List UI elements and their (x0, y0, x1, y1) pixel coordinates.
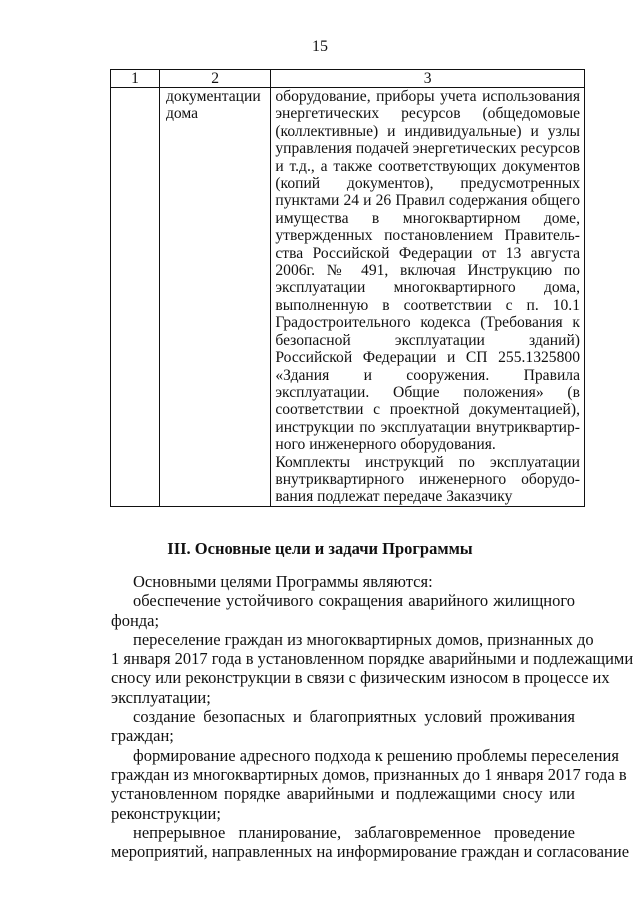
cell-line: вания подлежат передаче Заказчику (275, 488, 513, 506)
table-row (111, 88, 585, 507)
cell-line: ства Российской Федерации от 13 августа (275, 244, 580, 262)
page-number: 15 (312, 38, 328, 55)
cell-line: Градостроительного кодекса (Требования к (275, 314, 580, 332)
document-table (110, 69, 585, 507)
paragraph-line: создание безопасных и благоприятных условий проживания (133, 707, 575, 727)
cell-line: и т.д., а также соответствующих документов (275, 157, 580, 175)
paragraph-line: установленном порядке аварийными и подлежащими сносу или (111, 784, 575, 804)
cell-line: внутриквартирного инженерного оборудо- (275, 470, 580, 488)
cell-line: (коллективные) и индивидуальные) и узлы (275, 122, 580, 140)
cell-line: безопасной эксплуатации зданий) (275, 331, 580, 349)
paragraph-line: сносу или реконструкции в связи с физическим износом в процессе их (111, 668, 610, 688)
cell-line: Комплекты инструкций по эксплуатации (275, 453, 580, 471)
cell-line: пунктами 24 и 26 Правил содержания общего (275, 192, 580, 210)
table-header-cell: 1 (111, 70, 160, 88)
cell-line: документации (165, 88, 261, 105)
paragraph-line: переселение граждан из многоквартирных домов, признанных до (133, 629, 594, 649)
paragraph-line: фонда; (111, 610, 160, 630)
paragraph-line: мероприятий, направленных на информирование граждан и согласование (111, 842, 630, 862)
cell-line: «Здания и сооружения. Правила (275, 366, 580, 384)
paragraph-line: 1 января 2017 года в установленном порядке аварийными и подлежащими (111, 649, 634, 669)
table-header-cell: 3 (271, 70, 585, 88)
paragraph-line: граждан из многоквартирных домов, признанных до 1 января 2017 года в (111, 764, 627, 784)
cell-line: соответствии с проектной документацией), (275, 401, 580, 419)
cell-line: эксплуатации. Общие положения» (в (275, 383, 580, 401)
table-cell-document-type (159, 88, 270, 507)
paragraph-line: эксплуатации; (111, 687, 211, 707)
cell-line: ного инженерного оборудования. (275, 436, 496, 454)
table-cell-empty (111, 88, 160, 507)
table-header-cell: 2 (159, 70, 270, 88)
paragraph-line: граждан; (111, 726, 174, 746)
paragraph-line: формирование адресного подхода к решению проблемы переселения (133, 745, 619, 765)
paragraph-line: Основными целями Программы являются: (133, 572, 433, 591)
cell-line: утвержденных постановлением Правитель- (275, 227, 580, 245)
paragraph-line: реконструкции; (111, 803, 221, 823)
cell-line: управления подачей энергетических ресурсов (275, 140, 580, 158)
cell-line: эксплуатации многоквартирного дома, (275, 279, 580, 297)
cell-line: имущества в многоквартирном доме, (275, 209, 580, 227)
section-heading: III. Основные цели и задачи Программы (167, 539, 473, 558)
cell-line: инструкции по эксплуатации внутриквартир- (275, 418, 580, 436)
cell-line: энергетических ресурсов (общедомовые (275, 105, 580, 123)
cell-line: оборудование, приборы учета использования (275, 88, 580, 105)
cell-line: 2006г. № 491, включая Инструкцию по (275, 262, 580, 280)
paragraph-line: непрерывное планирование, заблаговременное проведение (133, 822, 575, 842)
paragraph-line: обеспечение устойчивого сокращения аварийного жилищного (133, 591, 575, 611)
cell-line: выполненную в соответствии с п. 10.1 (275, 296, 580, 314)
cell-line: дома (165, 105, 199, 123)
body-text (111, 572, 634, 862)
cell-line: Российской Федерации и СП 255.1325800 (275, 349, 580, 367)
cell-line: (копий документов), предусмотренных (275, 175, 580, 193)
table-cell-description (271, 88, 585, 507)
table-header-row (111, 70, 585, 88)
